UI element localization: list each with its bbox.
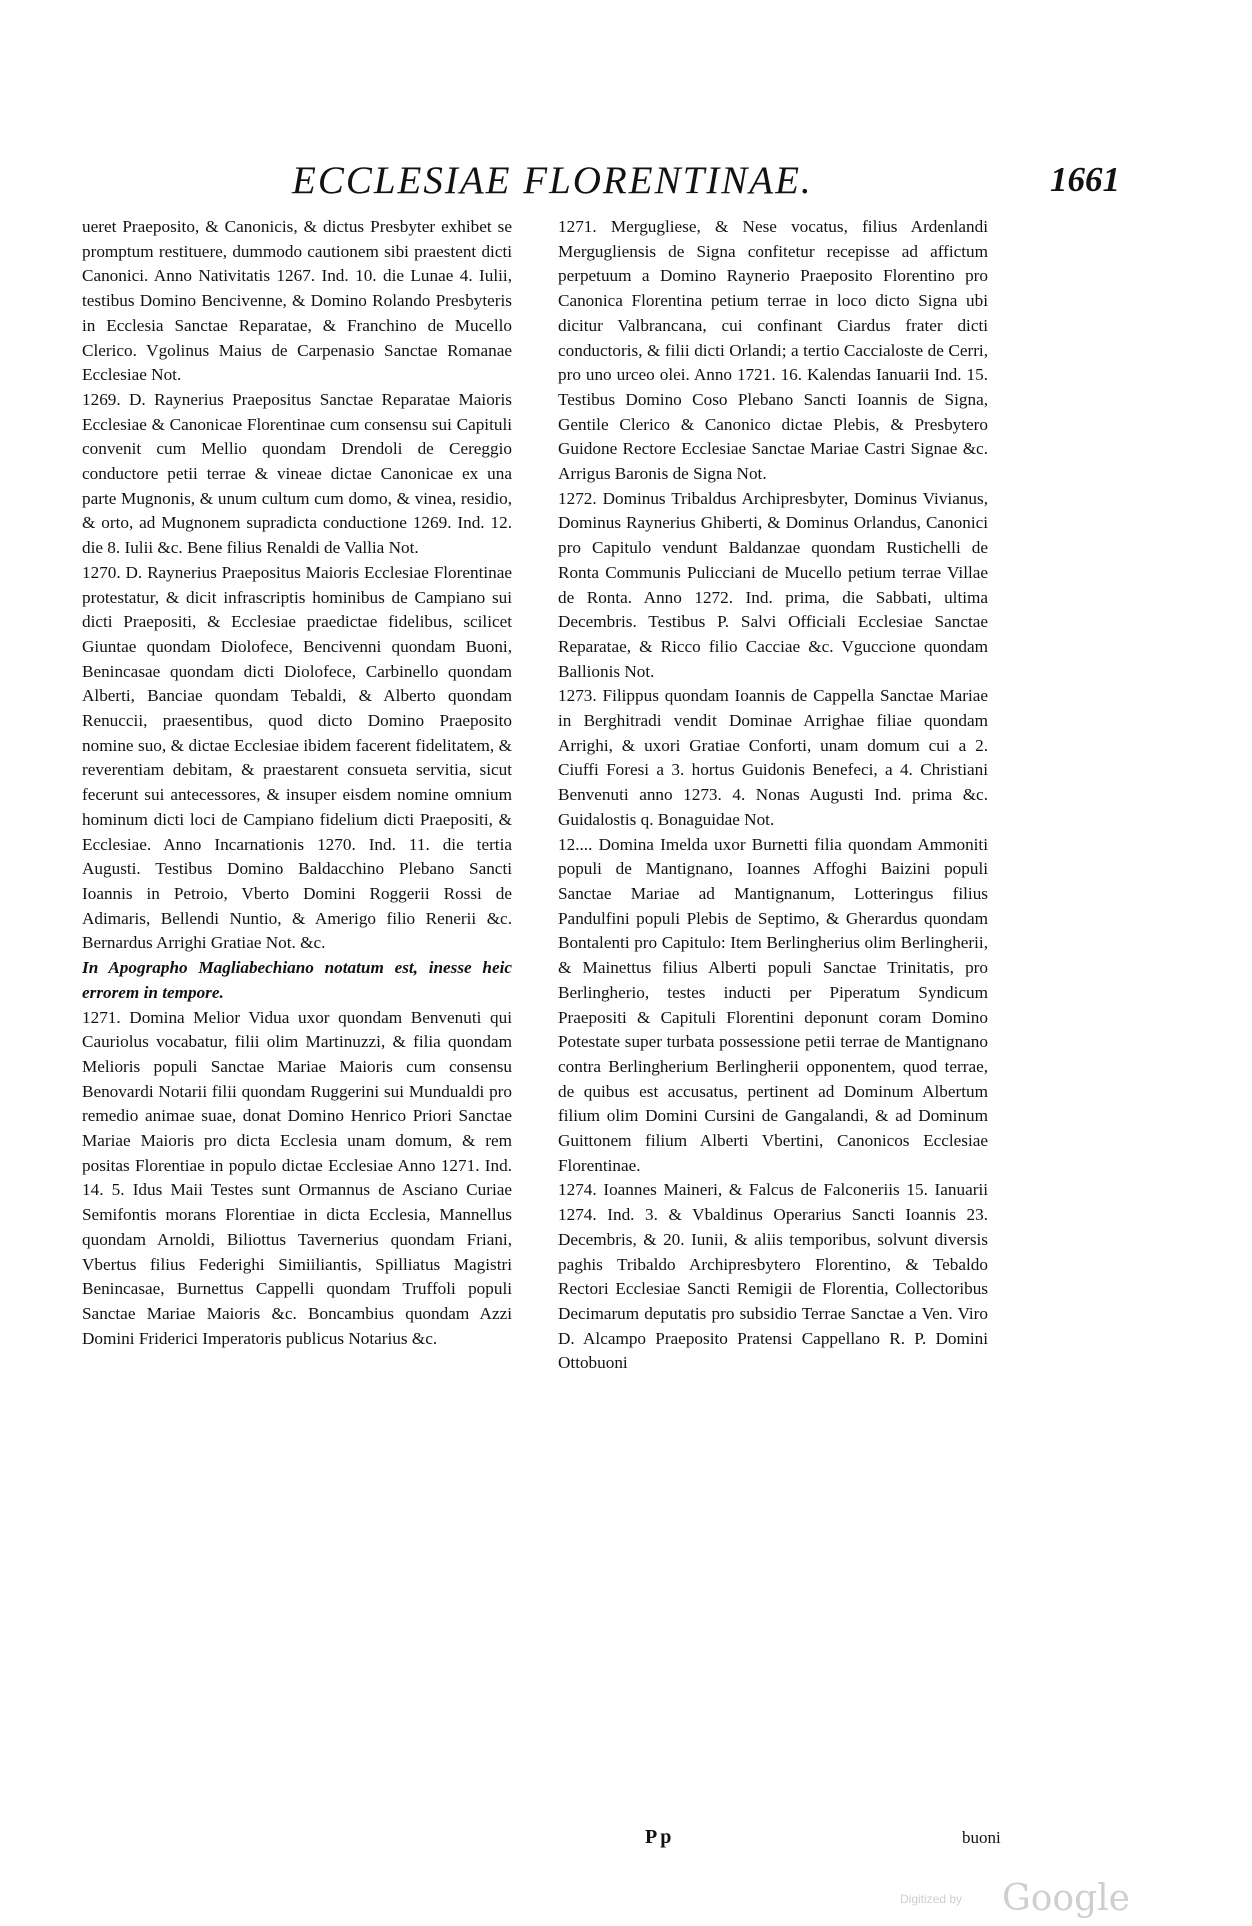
- editorial-note: In Apographo Magliabechiano notatum est, inesse heic errorem in tempore.: [82, 958, 512, 1002]
- paragraph: ueret Praeposito, & Canonicis, & dictus Presbyter exhibet se promptum restituere, dummodo cautionem sibi praestent dicti Canonici. Anno Nativitatis 1267. Ind. 10. die Lunae 4. Iulii, testibus Domino Bencivenne, & Domino Rolando Presbyteris in Ecclesia Sanctae Reparatae, & Franchino de Mucello Clerico. Vgolinus Maius de Carpenasio Sanctae Romanae Ecclesiae Not.: [82, 217, 512, 385]
- signature-mark: Pp: [645, 1826, 675, 1848]
- paragraph: 1274. Ioannes Maineri, & Falcus de Falconeriis 15. Ianuarii 1274. Ind. 3. & Vbaldinus Operarius Sancti Ioannis 23. Decembris, & 20. Iunii, & aliis temporibus, solvunt diversis paghis Tribaldo Archipresbytero Florentino, & Tebaldo Rectori Ecclesiae Sancti Remigii de Florentia, Collectoribus Decimarum deputatis pro subsidio Terrae Sanctae a Ven. Viro D. Alcampo Praeposito Pratensi Cappellano R. P. Domini Ottobuoni: [558, 1180, 988, 1373]
- paragraph: 1272. Dominus Tribaldus Archipresbyter, Dominus Vivianus, Dominus Raynerius Ghiberti, & Dominus Orlandus, Canonici pro Capitulo vendunt Baldanzae quondam Rustichelli de Ronta Communis Pulicciani de Mucello petium terrae Villae de Ronta. Anno 1272. Ind. prima, die Sabbati, ultima Decembris. Testibus P. Salvi Officiali Ecclesiae Sanctae Reparatae, & Ricco filio Cacciae &c. Vguccione quondam Ballionis Not.: [558, 488, 988, 681]
- catchword: buoni: [962, 1828, 1001, 1847]
- watermark-logo: Google: [1002, 1878, 1130, 1919]
- paragraph: 1269. D. Raynerius Praepositus Sanctae Reparatae Maioris Ecclesiae & Canonicae Florentinae cum consensu sui Capituli convenit cum Mellio quondam Drendoli de Cereggio conductore petii terrae & vineae dictae Canonicae ex una parte Mugnonis, & unum cultum cum domo, & vinea, residio, & orto, ad Mugnonem supradicta conductione 1269. Ind. 12. die 8. Iulii &c. Bene filius Renaldi de Vallia Not.: [82, 389, 512, 558]
- running-head: [120, 158, 1120, 208]
- paragraph: 1271. Domina Melior Vidua uxor quondam Benvenuti qui Cauriolus vocabatur, filii olim Martinuzzi, & filia quondam Melioris populi Sanctae Mariae Maioris cum consensu Benovardi Notarii filii quondam Ruggerini sui Mundualdi pro remedio animae suae, donat Domino Henrico Priori Sanctae Mariae Maioris pro dicta Ecclesia unam domum, & rem positas Florentiae in populo dictae Ecclesiae Anno 1271. Ind. 14. 5. Idus Maii Testes sunt Ormannus de Asciano Curiae Semifontis morans Florentiae in dicta Ecclesia, Mannellus quondam Arnoldi, Biliottus Tavernerius quondam Friani, Vbertus filius Federighi Simiiliantis, Spilliatus Magistri Benincasae, Burnettus Cappelli quondam Truffoli populi Sanctae Mariae Maioris &c. Boncambius quondam Azzi Domini Friderici Imperatoris publicus Notarius &c.: [82, 1007, 512, 1348]
- page-number: 1661: [1050, 160, 1120, 199]
- watermark-prefix: Digitized by: [900, 1892, 963, 1906]
- paragraph: 1273. Filippus quondam Ioannis de Cappella Sanctae Mariae in Berghitradi vendit Dominae Arrighae filiae quondam Arrighi, & uxori Gratiae Conforti, unam domum cui a 2. Ciuffi Foresi a 3. hortus Guidonis Benefeci, a 4. Christiani Benvenuti anno 1273. 4. Nonas Augusti Ind. prima &c. Guidalostis q. Bonaguidae Not.: [558, 686, 988, 829]
- paragraph: 12.... Domina Imelda uxor Burnetti filia quondam Ammoniti populi de Mantignano, Ioannes Affoghi Baizini populi Sanctae Mariae ad Mantignanum, Lotteringus filius Pandulfini populi Plebis de Septimo, & Gherardus quondam Bontalenti pro Capitulo: Item Berlingherius olim Berlingherii, & Mainettus filius Alberti populi Sanctae Trinitatis, pro Berlingherio, testes inducti per Piperatum Syndicum Praepositi & Capituli Florentini deponunt coram Domino Potestate super turbata possessione petii terrae de Mantignano contra Berlingherium Berlingherii opponentem, quod terrae, de quibus est accusatus, pertinent ad Dominum Albertum filium olim Domini Cursini de Gangalandi, & ad Dominum Guittonem filium Alberti Vbertini, Canonicos Ecclesiae Florentinae.: [558, 834, 988, 1175]
- running-title: ECCLESIAE FLORENTINAE.: [292, 159, 813, 202]
- paragraph: 1271. Mergugliese, & Nese vocatus, filius Ardenlandi Mergugliensis de Signa confitetur recepisse ad affictum perpetuum a Domino Raynerio Praeposito Florentino pro Canonica Florentina petium terrae in loco dicto Signa ubi dicitur Valbrancana, cui confinant Ciardus frater dicti conductoris, & filii dicti Orlandi; a tertio Caccialoste de Cerri, pro uno urceo olei. Anno 1721. 16. Kalendas Ianuarii Ind. 15. Testibus Domino Coso Plebano Sancti Ioannis de Signa, Gentile Clerico & Canonico dictae Plebis, & Presbytero Guidone Rectore Ecclesiae Sanctae Mariae Castri Signae &c. Arrigus Baronis de Signa Not.: [558, 217, 988, 484]
- digitization-watermark: [900, 1878, 1145, 1918]
- left-column: [82, 215, 512, 1351]
- paragraph: 1270. D. Raynerius Praepositus Maioris Ecclesiae Florentinae protestatur, & dicit infrascriptis hominibus de Campiano sui dicti Praepositi, & Ecclesiae praedictae fidelibus, scilicet Giuntae quondam Diolofece, Bencivenni quondam Buoni, Benincasae quondam dicti Diolofece, Carbinello quondam Alberti, Banciae quondam Tebaldi, & Alberto quondam Renuccii, praesentibus, quod dicto Domino Praeposito nomine suo, & dictae Ecclesiae ibidem facerent fidelitatem, & reverentiam debitam, & praestarent consueta servitia, sicut fecerunt sui antecessores, & insuper eisdem nomine omnium hominum dicti loci de Campiano fidelium dicti Praepositi, & Ecclesiae. Anno Incarnationis 1270. Ind. 11. die tertia Augusti. Testibus Domino Baldacchino Plebano Sancti Ioannis in Petroio, Vberto Domini Roggerii Rossi de Adimaris, Bellendi Nuntio, & Amerigo filio Renerii &c. Bernardus Arrighi Gratiae Not. &c.: [82, 562, 512, 953]
- right-column: [558, 215, 988, 1376]
